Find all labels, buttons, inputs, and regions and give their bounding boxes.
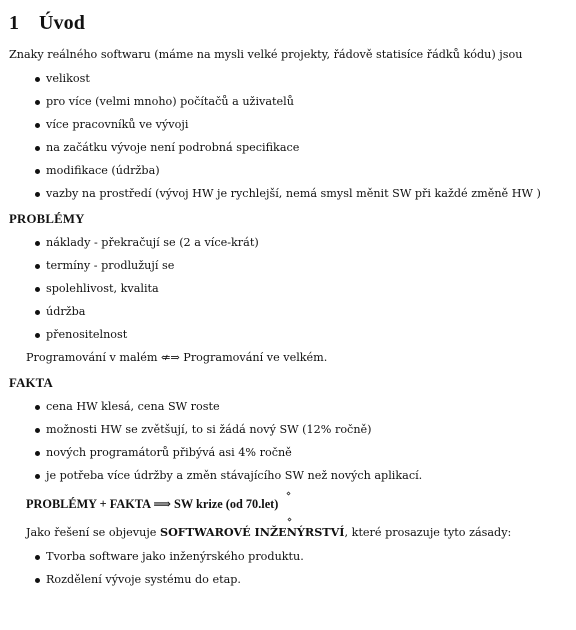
- list-item: [35, 141, 564, 155]
- list-item-text: nových programátorů přibývá asi 4% ročně: [46, 446, 292, 459]
- list-item-text: údržba: [46, 305, 86, 318]
- bullet-icon: [35, 333, 40, 338]
- problems-list: [9, 236, 564, 342]
- list-item: [35, 259, 564, 273]
- list-item-text: na začátku vývoje není podrobná specifikace: [46, 141, 300, 154]
- list-item-text: možnosti HW se zvětšují, to si žádá nový SW (12% ročně): [46, 423, 372, 436]
- list-item: [35, 446, 564, 460]
- list-item-text: velikost: [46, 72, 90, 85]
- list-item: [35, 573, 564, 587]
- bullet-icon: [35, 241, 40, 246]
- bullet-icon: [35, 123, 40, 128]
- list-item: [35, 469, 564, 483]
- bullet-icon: [35, 169, 40, 174]
- list-item-text: cena HW klesá, cena SW roste: [46, 400, 220, 413]
- bullet-icon: [35, 310, 40, 315]
- list-item: [35, 423, 564, 437]
- section-title: [9, 10, 564, 36]
- list-item-text: Tvorba software jako inženýrského produktu.: [46, 550, 304, 563]
- bullet-icon: [35, 264, 40, 269]
- bullet-icon: [35, 578, 40, 583]
- bullet-icon: [35, 287, 40, 292]
- bullet-icon: [35, 77, 40, 82]
- list-item-text: je potřeba více údržby a změn stávajícího SW než nových aplikací.: [46, 469, 423, 482]
- bullet-icon: [35, 146, 40, 151]
- list-item-text: pro více (velmi mnoho) počítačů a uživatelů: [46, 95, 294, 108]
- list-item-text: modifikace (údržba): [46, 164, 160, 177]
- list-item-text: Rozdělení vývoje systému do etap.: [46, 573, 241, 586]
- characteristics-list: [9, 72, 564, 201]
- closing-suffix: , které prosazuje tyto zásady:: [344, 526, 512, 539]
- section-title-text: Úvod: [39, 12, 85, 34]
- list-item: [35, 187, 564, 201]
- list-item: [35, 282, 564, 296]
- bullet-icon: [35, 474, 40, 479]
- list-item-text: termíny - prodlužují se: [46, 259, 175, 272]
- list-item-text: spolehlivost, kvalita: [46, 282, 159, 295]
- section-number: 1: [9, 12, 20, 34]
- closing-prefix: Jako řešení se objevuje: [26, 526, 160, 539]
- list-item: [35, 400, 564, 414]
- bullet-icon: [35, 451, 40, 456]
- list-item-text: náklady - překračují se (2 a více-krát): [46, 236, 259, 249]
- list-item: [35, 328, 564, 342]
- bullet-icon: [35, 100, 40, 105]
- list-item: [35, 118, 564, 132]
- bullet-icon: [35, 555, 40, 560]
- list-item-text: vazby na prostředí (vývoj HW je rychlejší, nemá smysl měnit SW při každé změně HW ): [46, 187, 541, 200]
- bullet-icon: [35, 428, 40, 433]
- diamond-icon: ⋄: [286, 489, 292, 498]
- summary-equation: PROBLÉMY + FAKTA ⟹ SW krize (od 70.let): [26, 497, 279, 511]
- bullet-icon: [35, 405, 40, 410]
- principles-list: [9, 550, 564, 587]
- software-engineering-term: SOFTWAROVÉ INŽENÝRSTVÍ: [159, 525, 345, 539]
- programming-note: Programování v malém ⇍⇒ Programování ve velkém.: [26, 351, 328, 364]
- closing-paragraph: [9, 525, 564, 540]
- list-item: [35, 164, 564, 178]
- list-item: [35, 550, 564, 564]
- bullet-icon: [35, 192, 40, 197]
- list-item: [35, 95, 564, 109]
- summary-block: [9, 489, 564, 524]
- list-item: [35, 305, 564, 319]
- problems-heading: PROBLÉMY: [9, 212, 85, 226]
- facts-heading: FAKTA: [9, 376, 53, 390]
- facts-list: [9, 400, 564, 483]
- diamond-icon: ⋄: [287, 515, 293, 524]
- intro-paragraph: Znaky reálného softwaru (máme na mysli velké projekty, řádově statisíce řádků kódu) jsou: [9, 48, 523, 61]
- list-item: [35, 72, 564, 86]
- list-item-text: přenositelnost: [46, 328, 128, 341]
- list-item: [35, 236, 564, 250]
- list-item-text: více pracovníků ve vývoji: [46, 118, 189, 131]
